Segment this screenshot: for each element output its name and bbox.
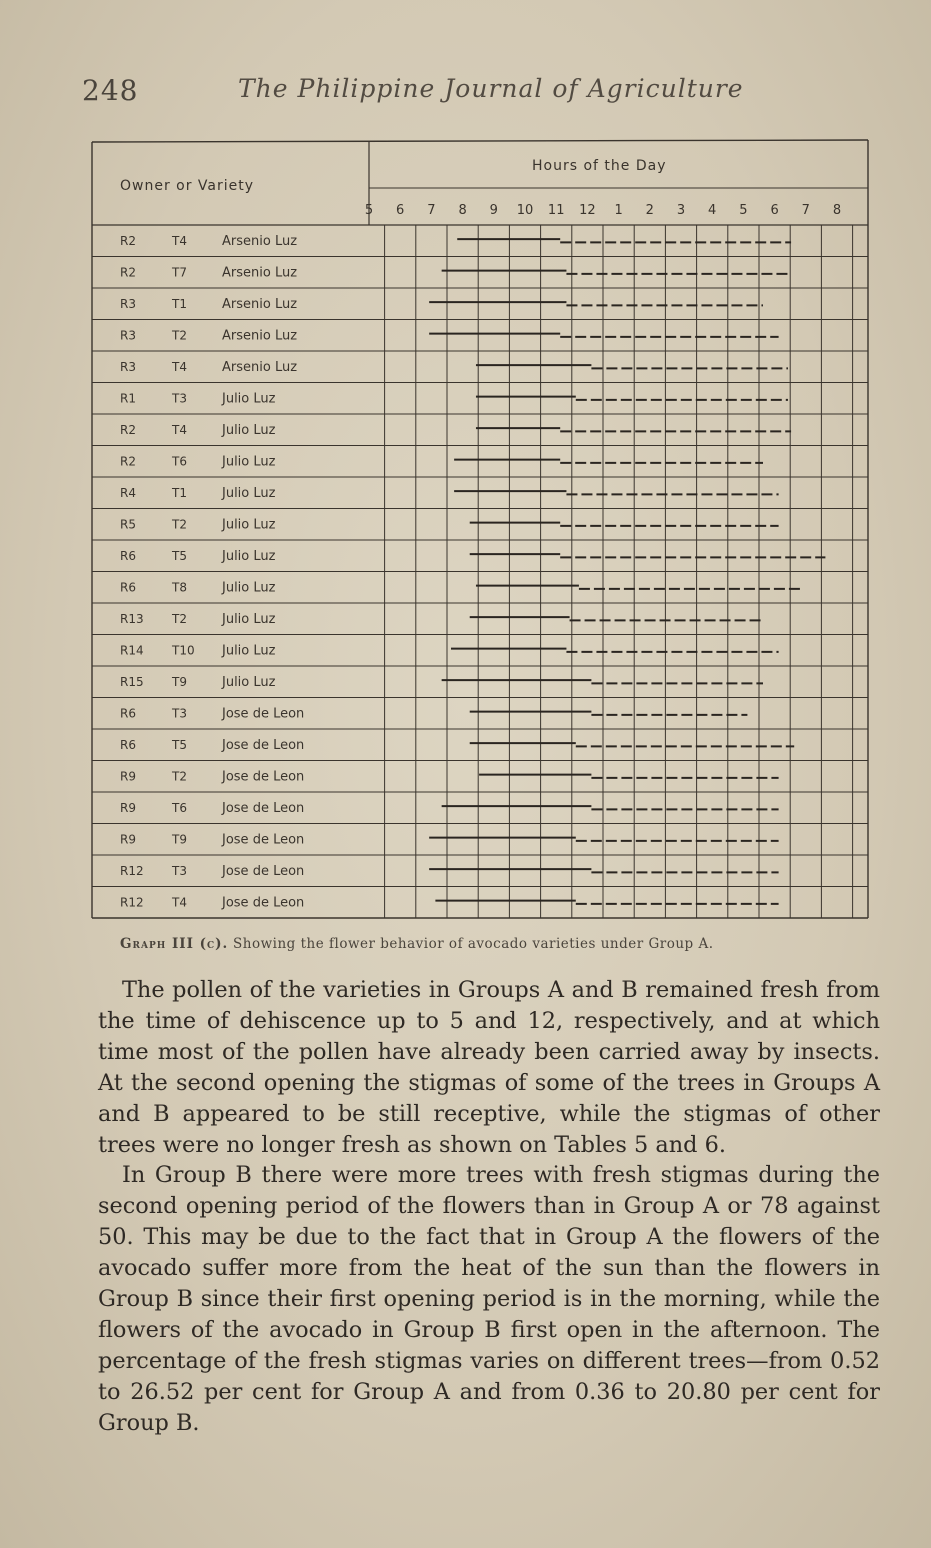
row-owner: Arsenio Luz [222, 359, 298, 375]
hour-label: 8 [458, 203, 467, 218]
hour-label: 1 [614, 203, 623, 218]
row-tree: T1 [172, 296, 187, 311]
row-replicate: R6 [120, 580, 136, 595]
row-replicate: R12 [120, 863, 144, 878]
row-owner: Jose de Leon [222, 706, 305, 722]
running-head: The Philippine Journal of Agriculture [238, 74, 744, 103]
row-replicate: R3 [120, 296, 136, 311]
row-replicate: R9 [120, 832, 136, 847]
row-replicate: R2 [120, 233, 136, 248]
row-owner: Arsenio Luz [222, 233, 298, 249]
row-owner: Arsenio Luz [222, 265, 298, 281]
row-owner: Jose de Leon [222, 769, 305, 785]
row-tree: T6 [172, 800, 187, 815]
row-tree: T9 [172, 674, 187, 689]
row-tree: T4 [172, 895, 187, 910]
row-owner: Julio Luz [222, 422, 276, 438]
row-tree: T4 [172, 422, 187, 437]
row-replicate: R6 [120, 548, 136, 563]
hour-label: 12 [579, 203, 596, 218]
row-owner: Jose de Leon [222, 737, 305, 753]
row-tree: T4 [172, 359, 187, 374]
graph-caption [120, 936, 880, 952]
row-replicate: R12 [120, 895, 144, 910]
row-owner: Arsenio Luz [222, 328, 298, 344]
row-replicate: R4 [120, 485, 136, 500]
hour-grid [92, 225, 868, 918]
row-tree: T7 [172, 265, 187, 280]
row-tree: T2 [172, 769, 187, 784]
row-tree: T5 [172, 737, 187, 752]
row-tree: T3 [172, 706, 187, 721]
row-replicate: R2 [120, 265, 136, 280]
row-replicate: R1 [120, 391, 136, 406]
row-owner: Julio Luz [222, 391, 276, 407]
row-replicate: R5 [120, 517, 136, 532]
row-replicate: R15 [120, 674, 144, 689]
row-replicate: R9 [120, 800, 136, 815]
hours-of-day-header: Hours of the Day [532, 158, 667, 174]
row-tree: T2 [172, 611, 187, 626]
row-tree: T1 [172, 485, 187, 500]
row-tree: T3 [172, 863, 187, 878]
row-owner: Julio Luz [222, 674, 276, 690]
hour-label: 10 [516, 203, 534, 218]
row-tree: T10 [172, 643, 195, 658]
row-tree: T4 [172, 233, 187, 248]
row-owner: Jose de Leon [222, 800, 305, 816]
row-owner: Jose de Leon [222, 895, 305, 911]
row-replicate: R9 [120, 769, 136, 784]
hour-label: 4 [708, 203, 717, 218]
hour-label: 7 [427, 203, 436, 218]
hour-label: 5 [739, 203, 748, 218]
row-replicate: R13 [120, 611, 144, 626]
row-replicate: R14 [120, 643, 144, 658]
row-replicate: R3 [120, 328, 136, 343]
hour-label: 2 [645, 203, 654, 218]
hour-label: 3 [676, 203, 686, 218]
row-owner: Julio Luz [222, 548, 276, 564]
row-tree: T6 [172, 454, 187, 469]
hour-label: 6 [770, 203, 779, 218]
hour-labels [365, 203, 841, 218]
row-replicate: R2 [120, 422, 136, 437]
hour-label: 8 [832, 203, 842, 218]
row-replicate: R6 [120, 706, 136, 721]
row-replicate: R2 [120, 454, 136, 469]
row-tree: T2 [172, 517, 187, 532]
hour-label: 11 [547, 203, 565, 218]
row-tree: T2 [172, 328, 187, 343]
row-owner: Julio Luz [222, 517, 276, 533]
hour-label: 9 [489, 203, 498, 218]
paragraph-1: The pollen of the varieties in Groups A and B remained fresh from the time of dehiscence up to 5 and 12, respectively, and at which time most of the pollen have already been carried away by insects. At the second opening the stigmas of some of the trees in Groups A and B appeared to be still receptive, while the stigmas of other trees were no longer fresh as shown on Tables 5 and 6. [98, 977, 880, 1158]
row-tree: T9 [172, 832, 187, 847]
paragraph-2: In Group B there were more trees with fresh stigmas during the second opening period of the flowers than in Group A or 78 against 50. This may be due to the fact that in Group A the flowers of the avocado suffer more from the heat of the sun than the flowers in Group B since their first opening period is in the morning, while the flowers of the avocado in Group B first open in the afternoon. The percentage of the fresh stigmas varies on different trees—from 0.52 to 26.52 per cent for Group A and from 0.36 to 20.80 per cent for Group B. [98, 1162, 880, 1436]
hour-label: 5 [364, 203, 374, 218]
row-tree: T8 [172, 580, 187, 595]
row-owner: Julio Luz [222, 643, 276, 659]
row-owner: Jose de Leon [222, 863, 305, 879]
row-replicate: R6 [120, 737, 136, 752]
hour-label: 6 [396, 203, 405, 218]
row-owner: Jose de Leon [222, 832, 305, 848]
owner-variety-header: Owner or Variety [120, 178, 255, 194]
row-owner: Julio Luz [222, 454, 276, 470]
row-owner: Arsenio Luz [222, 296, 298, 312]
body-text [98, 975, 880, 1439]
caption-lead: Graph III (c). [120, 936, 229, 952]
row-owner: Julio Luz [222, 580, 276, 596]
row-replicate: R3 [120, 359, 136, 374]
hour-label: 7 [801, 203, 810, 218]
row-owner: Julio Luz [222, 611, 276, 627]
row-tree: T5 [172, 548, 187, 563]
page-number: 248 [82, 74, 139, 107]
row-tree: T3 [172, 391, 187, 406]
row-owner: Julio Luz [222, 485, 276, 501]
caption-text: Showing the flower behavior of avocado varieties under Group A. [228, 936, 714, 952]
